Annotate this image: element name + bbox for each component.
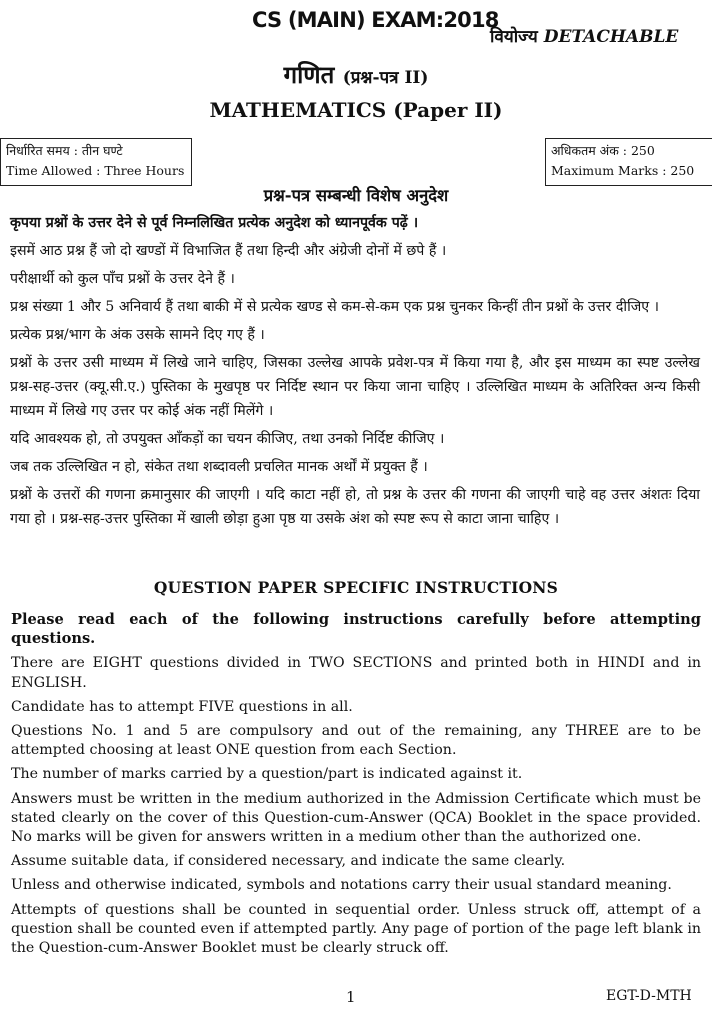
english-instructions-heading: QUESTION PAPER SPECIFIC INSTRUCTIONS [153, 578, 559, 597]
time-hindi: निर्धारित समय : तीन घण्टे [6, 143, 123, 158]
time-english: Time Allowed : Three Hours [6, 163, 185, 178]
paper-code: EGT-D-MTH [606, 988, 692, 1004]
hindi-instructions [10, 211, 700, 535]
marks-english: Maximum Marks : 250 [551, 163, 695, 178]
english-paragraph: Answers must be written in the medium authorized in the Admission Certificate which must be stated clearly on the cover of this Question-cum-Answer (QCA) Booklet in the space provided. No marks will be given for answers written in a medium other than the authorized one. [11, 790, 701, 846]
max-marks-box [545, 138, 712, 186]
hindi-paragraph: जब तक उल्लिखित न हो, संकेत तथा शब्दावली प्रचलित मानक अर्थों में प्रयुक्त हैं । [10, 459, 428, 475]
english-paragraph: Assume suitable data, if considered necessary, and indicate the same clearly. [11, 853, 566, 870]
subject-title-english: MATHEMATICS (Paper II) [209, 98, 503, 122]
hindi-paragraph: प्रश्नों के उत्तर उसी माध्यम में लिखे जाने चाहिए, जिसका उल्लेख आपके प्रवेश-पत्र में किया गया है, और इस माध्यम का स्पष्ट उल्लेख प्रश्न-सह-उत्तर (क्यू.सी.ए.) पुस्तिका के मुखपृष्ठ पर निर्दिष्ट स्थान पर किया जाना चाहिए । उल्लिखित माध्यम के अतिरिक्त अन्य किसी माध्यम में लिखे गए उत्तर पर कोई अंक नहीं मिलेंगे । [10, 355, 700, 419]
subject-hindi-paper: (प्रश्न-पत्र II) [342, 68, 429, 88]
english-instructions [11, 610, 701, 963]
hindi-paragraph: इसमें आठ प्रश्न हैं जो दो खण्डों में विभाजित हैं तथा हिन्दी और अंग्रेजी दोनों में छपे हैं । [10, 243, 447, 259]
english-paragraph: Unless and otherwise indicated, symbols and notations carry their usual standard meaning. [11, 877, 672, 894]
subject-hindi-main: गणित [283, 60, 335, 89]
hindi-paragraph: प्रश्नों के उत्तरों की गणना क्रमानुसार की जाएगी । यदि काटा नहीं हो, तो प्रश्न के उत्तर की गणना की जाएगी चाहे वह उत्तर अंशतः दिया गया हो । प्रश्न-सह-उत्तर पुस्तिका में खाली छोड़ा हुआ पृष्ठ या उसके अंश को स्पष्ट रूप से काटा जाना चाहिए । [10, 487, 700, 527]
hindi-instructions-heading: प्रश्न-पत्र सम्बन्धी विशेष अनुदेश [263, 186, 449, 205]
english-paragraph: Please read each of the following instructions carefully before attempting questions. [11, 611, 701, 648]
detachable-label [490, 24, 678, 47]
english-paragraph: Attempts of questions shall be counted in sequential order. Unless struck off, attempt of a question shall be counted even if attempted partly. Any page of portion of the page left blank in the Question-cum-Answer Booklet must be clearly struck off. [11, 901, 701, 957]
hindi-paragraph: प्रत्येक प्रश्न/भाग के अंक उसके सामने दिए गए हैं । [10, 327, 265, 343]
page-number: 1 [346, 988, 356, 1006]
english-paragraph: Candidate has to attempt FIVE questions in all. [11, 698, 353, 715]
english-paragraph: There are EIGHT questions divided in TWO SECTIONS and printed both in HINDI and in ENGLISH. [11, 655, 701, 691]
exam-title: CS (MAIN) EXAM:2018 [252, 8, 499, 32]
marks-hindi: अधिकतम अंक : 250 [551, 143, 655, 158]
hindi-paragraph: कृपया प्रश्नों के उत्तर देने से पूर्व निम्नलिखित प्रत्येक अनुदेश को ध्यानपूर्वक पढ़ें । [10, 215, 419, 231]
english-paragraph: Questions No. 1 and 5 are compulsory and out of the remaining, any THREE are to be attempted choosing at least ONE question from each Section. [11, 723, 701, 759]
subject-title-hindi [0, 58, 712, 91]
time-allowed-box [0, 138, 192, 186]
hindi-paragraph: यदि आवश्यक हो, तो उपयुक्त आँकड़ों का चयन कीजिए, तथा उनको निर्दिष्ट कीजिए । [10, 431, 445, 447]
detachable-hindi: वियोज्य [490, 27, 538, 47]
english-paragraph: The number of marks carried by a question/part is indicated against it. [11, 766, 523, 783]
detachable-english: DETACHABLE [543, 27, 679, 47]
hindi-paragraph: परीक्षार्थी को कुल पाँच प्रश्नों के उत्तर देने हैं । [10, 271, 235, 287]
hindi-paragraph: प्रश्न संख्या 1 और 5 अनिवार्य हैं तथा बाकी में से प्रत्येक खण्ड से कम-से-कम एक प्रश्न चुनकर किन्हीं तीन प्रश्नों के उत्तर दीजिए । [10, 299, 660, 315]
